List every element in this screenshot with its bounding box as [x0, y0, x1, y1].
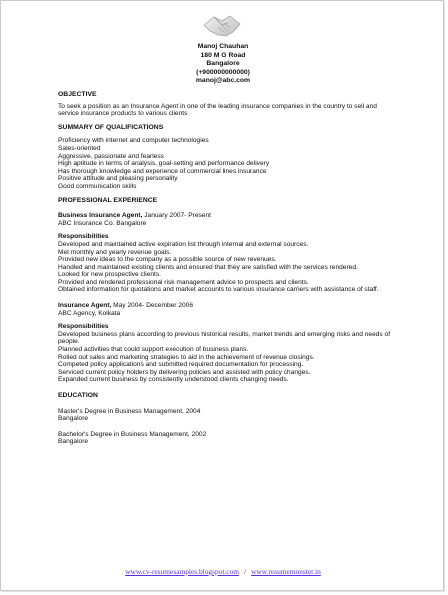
education-heading: EDUCATION	[58, 392, 98, 399]
resume-body	[58, 91, 398, 446]
list-item: Developed and maintained active expiration list through internal and external sources.	[58, 240, 309, 248]
job-title-line	[58, 302, 398, 310]
education-degree: Master's Degree in Business Management, 2004	[58, 407, 201, 415]
list-item: High aptitude in terms of analysis, goal-setting and performance delivery	[58, 160, 270, 168]
city: Bangalore	[206, 60, 240, 67]
experience-heading: PROFESSIONAL EXPERIENCE	[58, 196, 158, 204]
list-item: Handled and maintained existing clients and ensured that they are satisfied with the services rendered.	[58, 263, 358, 271]
objective-text: To seek a position as an Insurance Agent in one of the leading insurance companies in the country to sell and service insurance products to various clients	[58, 102, 377, 118]
responsibilities-heading: Responsibilities	[58, 323, 109, 331]
candidate-name: Manoj Chauhan	[197, 43, 249, 50]
list-item: Provided and rendered professional risk management advice to prospects and clients.	[58, 278, 309, 286]
job-company: ABC Agency, Kolkata	[58, 309, 121, 317]
job-dates: May 2004- December 2006	[111, 302, 193, 310]
list-item: Provided new ideas to the company as a possible source of new revenues.	[58, 256, 277, 264]
list-item: Aggressive, passionate and fearless	[58, 152, 164, 160]
list-item: Rolled out sales and marketing strategies to aid in the achievement of revenue closings.	[58, 353, 315, 361]
job-title: Business Insurance Agent,	[58, 212, 143, 220]
qualifications-heading: SUMMARY OF QUALIFICATIONS	[58, 123, 164, 131]
email: manoj@abc.com	[195, 77, 251, 84]
phone: (+900000000000)	[196, 68, 250, 76]
footer-links	[1, 567, 444, 576]
list-item: Developed business plans according to previous historical results, market trends and emerging risks and needs of people.	[58, 330, 391, 346]
list-item: Met monthly and yearly revenue goals.	[58, 248, 172, 256]
responsibilities-heading: Responsibilities	[58, 233, 109, 241]
education-place: Bangalore	[58, 438, 89, 446]
list-item: Good communication skills	[58, 182, 137, 190]
education-place: Bangalore	[58, 415, 89, 423]
list-item: Serviced current policy holders by delivering policies and assisted with policy changes.	[58, 368, 311, 376]
education-degree: Bachelor's Degree in Business Management, 2002	[58, 430, 207, 438]
job-dates: January 2007- Present	[142, 212, 211, 220]
handshake-icon	[202, 5, 242, 43]
list-item: Sales-oriented	[58, 144, 101, 152]
footer-separator: /	[244, 567, 247, 576]
list-item: Looked for new prospective clients.	[58, 271, 161, 279]
list-item: Planned activities that could support execution of business plans.	[58, 346, 249, 354]
list-item: Expanded current business by consistently understood clients changing needs.	[58, 376, 289, 384]
responsibilities-list	[58, 241, 398, 294]
list-item: Proficiency with internet and computer technologies	[58, 137, 209, 145]
list-item: Competed policy applications and submitted required documentation for processing.	[58, 361, 304, 369]
contact-header	[1, 43, 444, 86]
job-company: ABC Insurance Co. Bangalore	[58, 219, 147, 227]
list-item: Has thorough knowledge and experience of commercial lines insurance	[58, 167, 267, 175]
responsibilities-list	[58, 331, 398, 384]
job-title-line	[58, 212, 398, 220]
list-item: Obtained information for quotations and market accounts to various insurance carriers with assistance of staff.	[58, 286, 379, 294]
footer-link-cv-resumesamples[interactable]: www.cv-resumesamples.blogspot.com	[125, 567, 240, 576]
job-title: Insurance Agent,	[58, 302, 112, 310]
list-item: Positive attitude and pleasing personality	[58, 175, 178, 183]
qualifications-list	[58, 137, 398, 190]
address-line: 180 M G Road	[200, 51, 246, 59]
footer-link-resumemonster[interactable]: www.resumemonster.in	[251, 567, 321, 576]
objective-heading: OBJECTIVE	[58, 91, 97, 98]
